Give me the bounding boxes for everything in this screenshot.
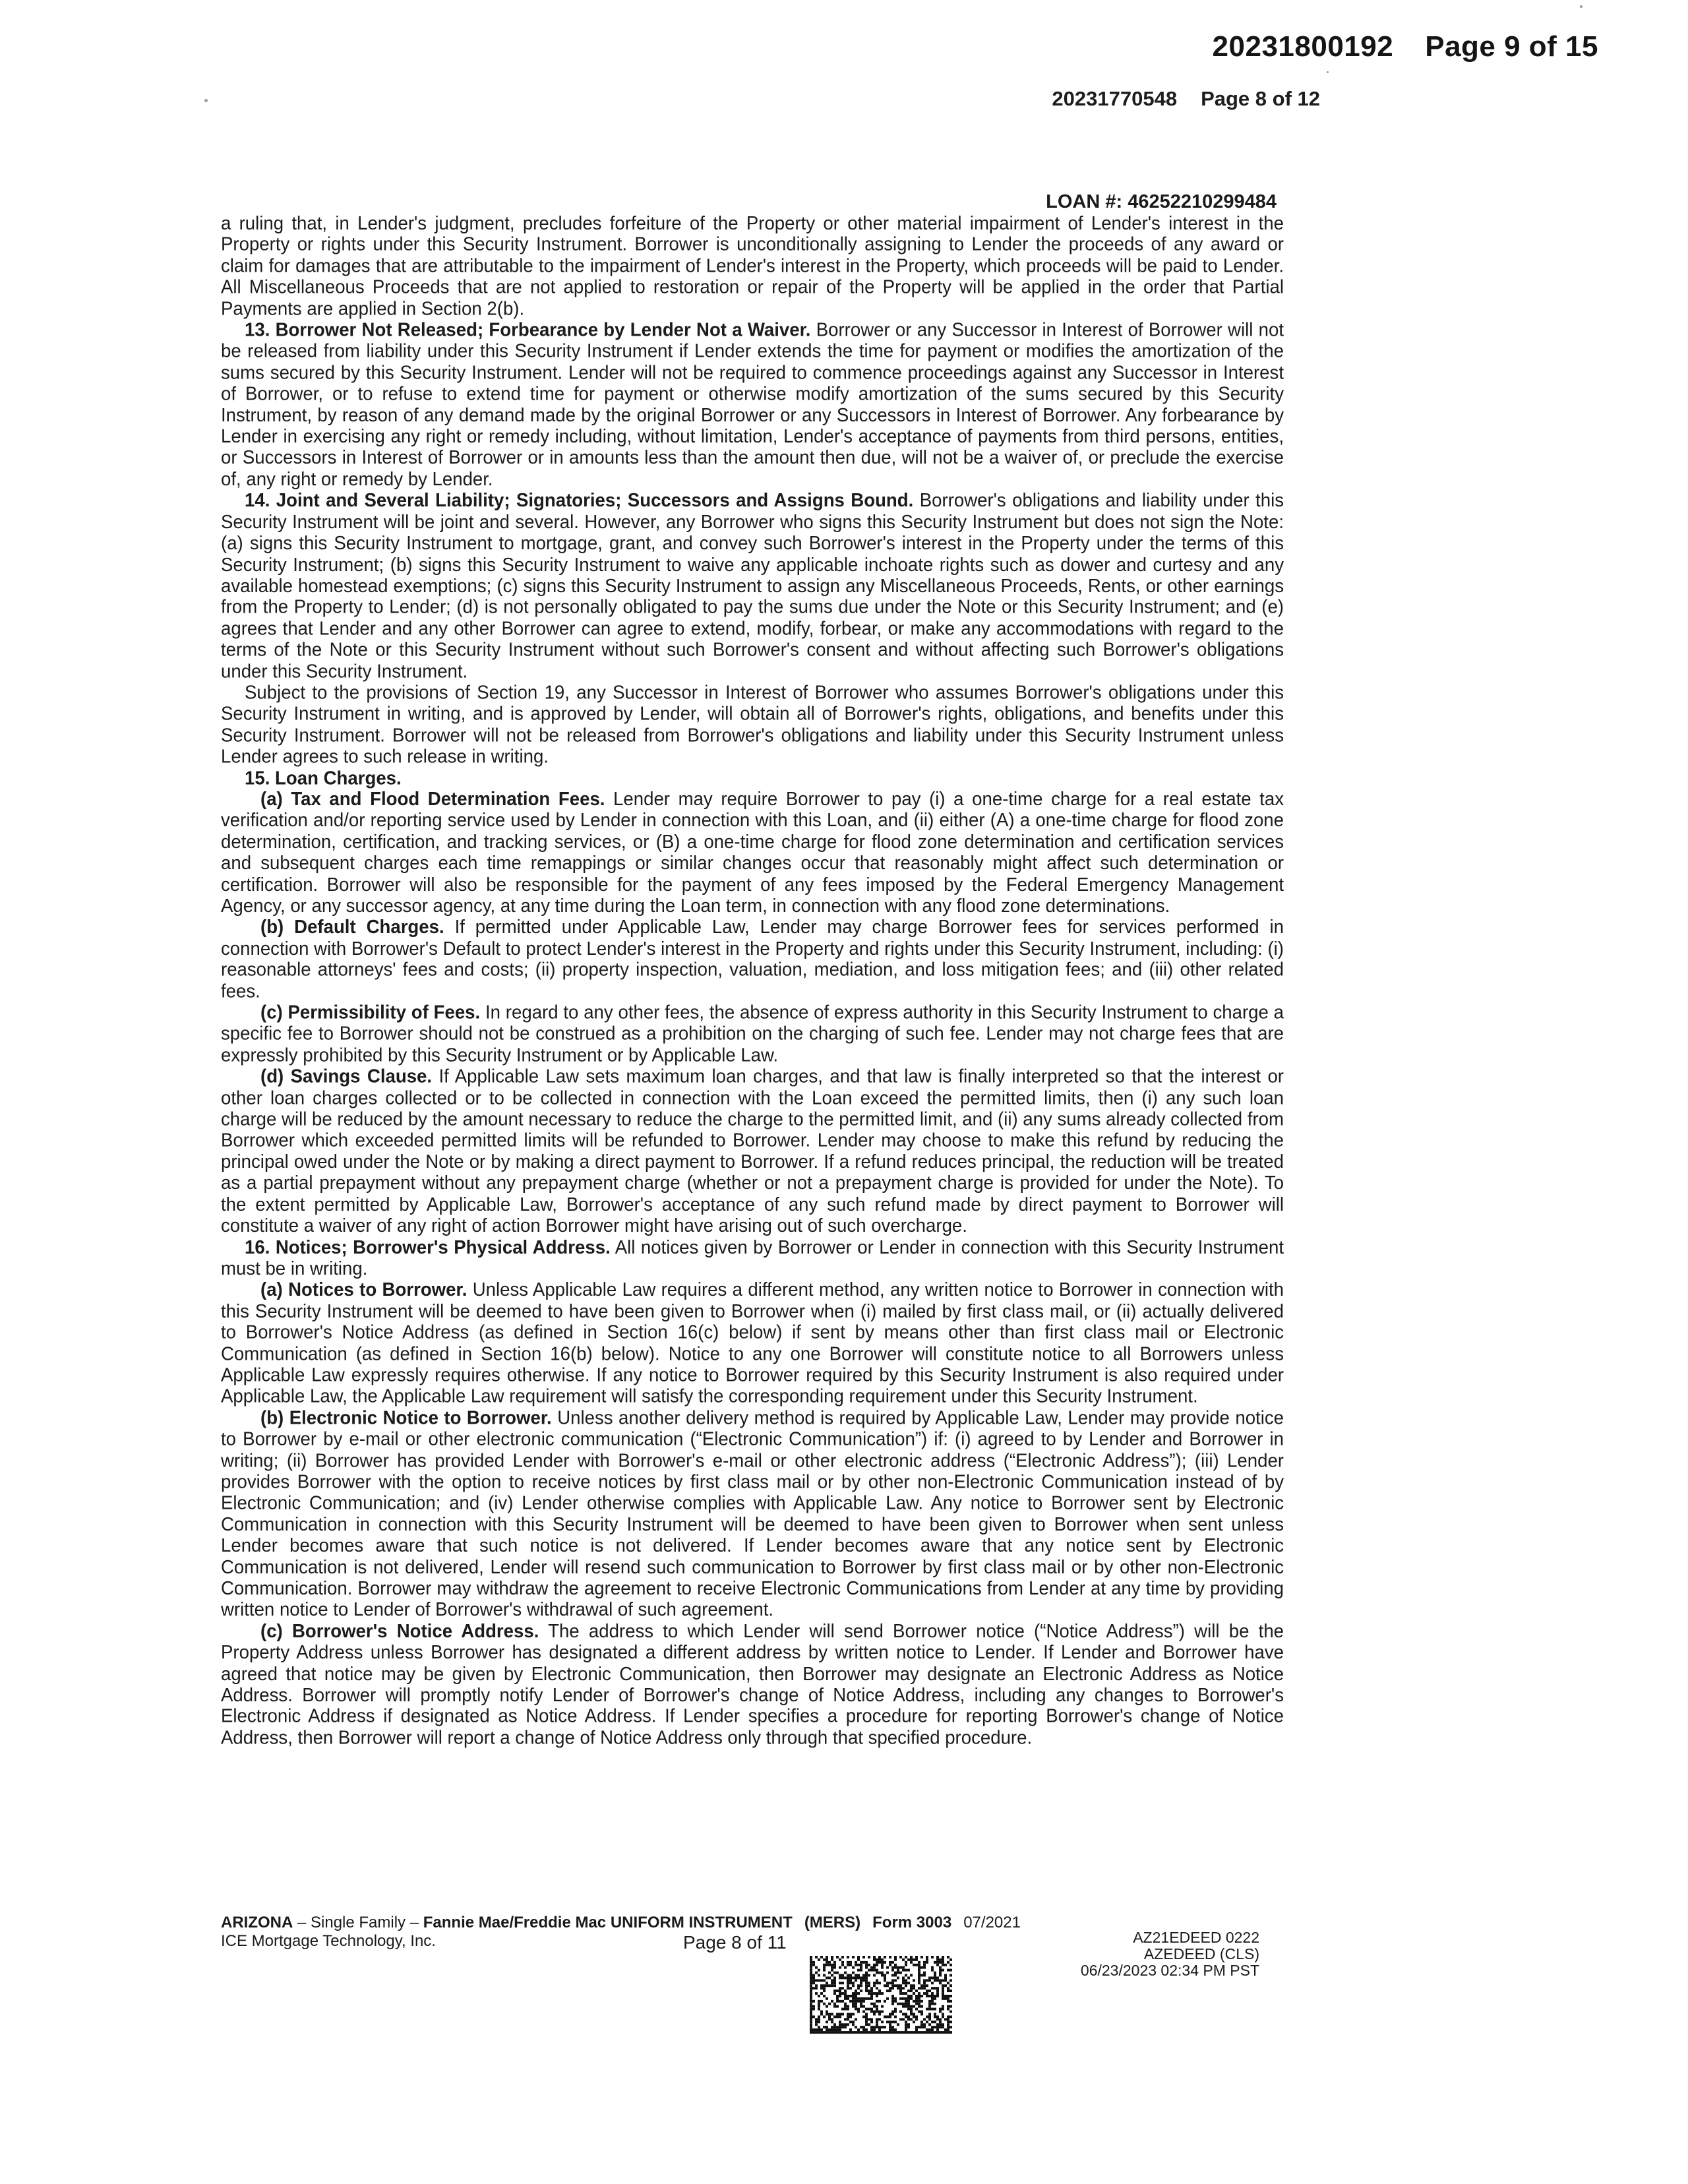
section-15d-text: If Applicable Law sets maximum loan charges, and that law is finally interpreted so that the interest or other loan charges collected or to be collected in connection with the Loan exceed the permitted limits, then (i) any such loan charge will be reduced by the amount necessary to reduce the charge to the permitted limit, and (ii) any sums already collected from Borrower which exceeded permitted limits will be refunded to Borrower. Lender may choose to make this refund by reducing the principal owed under the Note or by making a direct payment to Borrower. If a refund reduces principal, the reduction will be treated as a partial prepayment without any prepayment charge (whether or not a prepayment charge is provided for under the Note). To the extent permitted by Applicable Law, Borrower's acceptance of any such refund made by direct payment to Borrower will constitute a waiver of any right of action Borrower might have arising out of such overcharge. <box>221 1065 1284 1236</box>
section-15c-text: In regard to any other fees, the absence of express authority in this Security Instrument to charge a specific fee to Borrower should not be construed as a prohibition on the charging of such fee. Lender may not charge fees that are expressly prohibited by this Security Instrument or by Applicable Law. <box>221 1001 1284 1066</box>
form-vendor: ICE Mortgage Technology, Inc. <box>221 1932 436 1950</box>
section-15c <box>221 1002 1284 1066</box>
recording-number-outer: 20231800192 <box>1212 30 1394 63</box>
section-15b <box>221 916 1284 1001</box>
form-title-line <box>221 1914 1021 1932</box>
section-16a <box>221 1279 1284 1407</box>
section-16b-heading: (b) Electronic Notice to Borrower. <box>260 1407 552 1428</box>
section-16c-heading: (c) Borrower's Notice Address. <box>260 1620 539 1641</box>
section-14-paragraph-2: Subject to the provisions of Section 19, any Successor in Interest of Borrower who assumes Borrower's obligations under this Security Instrument in writing, and is approved by Lender, will obtain all of Borrower's rights, obligations, and benefits under this Security Instrument. Borrower will not be released from Borrower's obligations and liability under this Security Instrument unless Lender agrees to such release in writing. <box>221 681 1284 767</box>
form-footer-right <box>1055 1929 1259 1979</box>
section-16 <box>221 1236 1284 1279</box>
form-code-2: AZEDEED (CLS) <box>1143 1945 1259 1962</box>
section-15c-heading: (c) Permissibility of Fees. <box>260 1001 481 1023</box>
paragraph-intro: a ruling that, in Lender's judgment, precludes forfeiture of the Property or other material impairment of Lender's interest in the Property or rights under this Security Instrument. Borrower is unconditionally assigning to Lender the proceeds of any award or claim for damages that are attributable to the impairment of Lender's interest in the Property, which proceeds will be paid to Lender. All Miscellaneous Proceeds that are not applied to restoration or repair of the Property will be applied in the order that Partial Payments are applied in Section 2(b). <box>221 212 1284 319</box>
scan-speck <box>1580 5 1582 8</box>
section-15b-heading: (b) Default Charges. <box>260 916 444 938</box>
section-16a-heading: (a) Notices to Borrower. <box>260 1279 467 1300</box>
section-14-text: Borrower's obligations and liability under this Security Instrument will be joint and several. However, any Borrower who signs this Security Instrument but does not sign the Note: (a) signs this Security Instrument to mortgage, grant, and convey such Borrower's interest in the Property under the terms of this Security Instrument; (b) signs this Security Instrument to waive any applicable inchoate rights such as dower and curtesy and any available homestead exemptions; (c) signs this Security Instrument to assign any Miscellaneous Proceeds, Rents, or other earnings from the Property to Lender; (d) is not personally obligated to pay the sums due under the Note or this Security Instrument; and (e) agrees that Lender and any other Borrower can agree to extend, modify, forbear, or make any accommodations with regard to the terms of the Note or this Security Instrument without such Borrower's consent and without affecting such Borrower's obligations under this Security Instrument. <box>221 489 1284 682</box>
scan-speck <box>1327 71 1329 73</box>
section-13-heading: 13. Borrower Not Released; Forbearance by Lender Not a Waiver. <box>245 318 811 340</box>
section-16b <box>221 1407 1284 1620</box>
section-15b-text: If permitted under Applicable Law, Lender may charge Borrower fees for services performed in connection with Borrower's Default to protect Lender's interest in the Property and rights under this Security Instrument, including: (i) reasonable attorneys' fees and costs; (ii) property inspection, valuation, mediation, and loss mitigation fees; and (iii) other related fees. <box>221 916 1284 1002</box>
section-16c-text: The address to which Lender will send Borrower notice (“Notice Address”) will be the Property Address unless Borrower has designated a different address by written notice to Lender. If Lender and Borrower have agreed that notice may be given by Electronic Communication, then Borrower may designate an Electronic Address as Notice Address. Borrower will promptly notify Lender of Borrower's change of Notice Address, including any changes to Borrower's Electronic Address if designated as Notice Address. If Lender specifies a procedure for reporting Borrower's change of Notice Address, then Borrower will report a change of Notice Address only through that specified procedure. <box>221 1620 1284 1748</box>
form-instrument: Fannie Mae/Freddie Mac UNIFORM INSTRUMENT <box>423 1914 793 1931</box>
section-15-heading: 15. Loan Charges. <box>245 767 402 788</box>
form-code-1: AZ21EDEED 0222 <box>1133 1929 1259 1946</box>
document-body <box>221 212 1284 1904</box>
section-16c <box>221 1620 1284 1748</box>
recording-stamp-outer <box>1213 30 1598 63</box>
section-13 <box>221 319 1284 490</box>
barcode-2d <box>810 1956 952 2034</box>
scan-speck <box>204 99 208 102</box>
section-16b-text: Unless another delivery method is required by Applicable Law, Lender may provide notice to Borrower by e-mail or other electronic communication (“Electronic Communication”) if: (i) agreed to by Lender and Borrower in writing; (ii) Borrower has provided Lender with Borrower's e-mail or other electronic address (“Electronic Address”); (iii) Lender provides Borrower with the option to receive notices by first class mail or by other non-Electronic Communication instead of by Electronic Communication; and (iv) Lender otherwise complies with Applicable Law. Any notice to Borrower sent by Electronic Communication in connection with this Security Instrument will be deemed to have been given to Borrower when sent unless Lender becomes aware that such notice is not delivered. If Lender becomes aware that any notice sent by Electronic Communication is not delivered, Lender will resend such communication to Borrower by first class mail or by other non-Electronic Communication. Borrower may withdraw the agreement to receive Electronic Communications from Lender at any time by providing written notice to Lender of Borrower's withdrawal of such agreement. <box>221 1407 1284 1620</box>
section-16a-text: Unless Applicable Law requires a different method, any written notice to Borrower in connection with this Security Instrument will be deemed to have been given to Borrower when (i) mailed by first class mail, or (ii) actually delivered to Borrower's Notice Address (as defined in Section 16(c) below) if sent by means other than first class mail or Electronic Communication (as defined in Section 16(b) below). Notice to any one Borrower will constitute notice to all Borrowers unless Applicable Law expressly requires otherwise. If any notice to Borrower required by this Security Instrument is also required under Applicable Law, the Applicable Law requirement will satisfy the corresponding requirement under this Security Instrument. <box>221 1279 1284 1407</box>
form-state: ARIZONA <box>221 1914 293 1931</box>
section-15d-heading: (d) Savings Clause. <box>260 1065 433 1087</box>
section-15a-heading: (a) Tax and Flood Determination Fees. <box>260 788 605 810</box>
form-family: – Single Family – <box>293 1914 423 1931</box>
section-15a <box>221 788 1284 916</box>
form-number: Form 3003 <box>872 1914 952 1931</box>
form-mers: (MERS) <box>804 1914 861 1931</box>
section-13-text: Borrower or any Successor in Interest of Borrower will not be released from liability under this Security Instrument if Lender extends the time for payment or modifies the amortization of the sums secured by this Security Instrument. Lender will not be required to commence proceedings against any Successor in Interest of Borrower, or to refuse to extend time for payment or otherwise modify amortization of the sums secured by this Security Instrument, by reason of any demand made by the original Borrower or any Successors in Interest of Borrower. Any forbearance by Lender in exercising any right or remedy including, without limitation, Lender's acceptance of payments from third persons, entities, or Successors in Interest of Borrower or in amounts less than the amount then due, will not be a waiver of, or preclude the exercise of, any right or remedy by Lender. <box>221 318 1284 490</box>
page-number-inner: Page 8 of 12 <box>1201 87 1320 110</box>
form-date: 07/2021 <box>963 1914 1021 1931</box>
section-16-text: All notices given by Borrower or Lender in connection with this Security Instrument must be in writing. <box>221 1236 1284 1279</box>
section-14-heading: 14. Joint and Several Liability; Signatories; Successors and Assigns Bound. <box>245 489 914 511</box>
recording-number-inner: 20231770548 <box>1052 87 1178 110</box>
section-14 <box>221 490 1284 682</box>
section-15d <box>221 1066 1284 1236</box>
form-footer-left <box>221 1914 1021 1951</box>
form-timestamp: 06/23/2023 02:34 PM PST <box>1080 1962 1259 1979</box>
section-15a-text: Lender may require Borrower to pay (i) a one-time charge for a real estate tax verification and/or reporting service used by Lender in connection with this Loan, and (ii) either (A) a one-time charge for flood zone determination, certification, and tracking services, or (B) a one-time charge for flood zone determination and certification services and subsequent charges each time remappings or similar changes occur that reasonably might affect such determination or certification. Borrower will also be responsible for the payment of any fees imposed by the Federal Emergency Management Agency, or any successor agency, at any time during the Loan term, in connection with any flood zone determinations. <box>221 788 1284 917</box>
recording-stamp-inner <box>1052 87 1320 111</box>
form-page-number: Page 8 of 11 <box>683 1932 787 1953</box>
page-number-outer: Page 9 of 15 <box>1425 30 1598 63</box>
section-16-heading: 16. Notices; Borrower's Physical Address. <box>245 1236 611 1258</box>
section-15 <box>221 767 1284 788</box>
loan-number: LOAN #: 46252210299484 <box>1046 191 1277 212</box>
